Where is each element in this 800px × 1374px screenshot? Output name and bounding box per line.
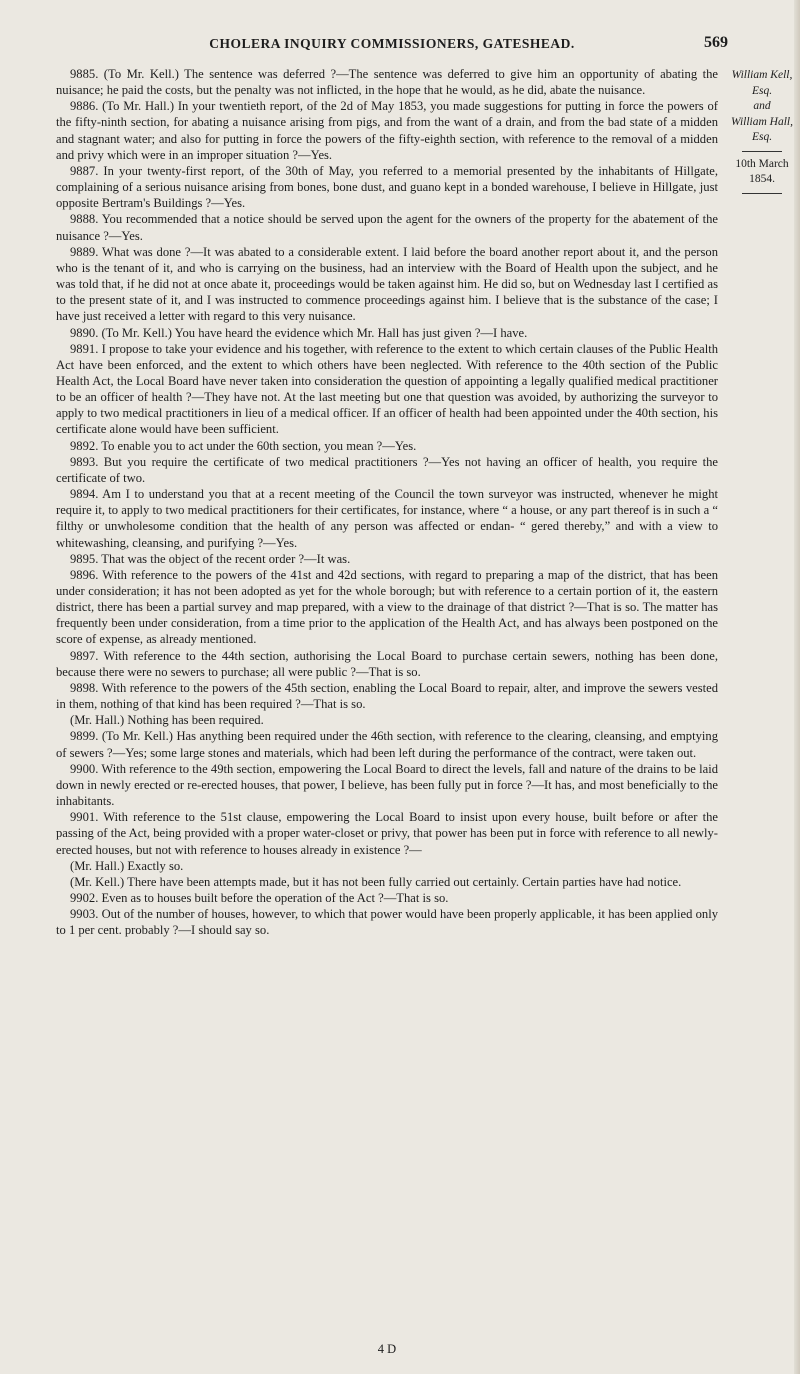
margin-conjunction: and <box>753 100 771 112</box>
paragraph: 9898. With reference to the powers of the 45th section, enabling the Local Board to repair, alter, and improve the sewers vested in them, nothing of that kind has been required ?—That is so. <box>56 680 718 712</box>
testimony-body <box>56 66 718 938</box>
page-number: 569 <box>704 34 728 51</box>
paragraph: 9903. Out of the number of houses, however, to which that power would have been properly applicable, it has been applied only to 1 per cent. probably ?—I should say so. <box>56 907 718 938</box>
paragraph: 9892. To enable you to act under the 60th section, you mean ?—Yes. <box>70 438 417 453</box>
paragraph: 9902. Even as to houses built before the operation of the Act ?—That is so. <box>70 890 449 905</box>
page-edge-shadow <box>794 0 800 1374</box>
paragraph: (Mr. Hall.) Nothing has been required. <box>70 713 264 728</box>
margin-witness-1: William Kell, Esq. <box>731 69 793 97</box>
margin-rule <box>742 151 782 152</box>
signature-mark: 4 D <box>377 1342 397 1356</box>
paragraph: 9893. But you require the certificate of two medical practitioners ?—Yes not having an officer of health, you require the certificate of two. <box>56 454 718 485</box>
page-header <box>56 36 728 58</box>
paragraph: 9887. In your twenty-first report, of the 30th of May, you referred to a memorial presented by the inhabitants of Hillgate, complaining of a serious nuisance arising from bones, bone dust, and guano kept in a bonded warehouse, I believe in Hillgate, just opposite Bertram's Buildings ?—Yes. <box>56 163 718 211</box>
paragraph: 9900. With reference to the 49th section, empowering the Local Board to direct the levels, fall and nature of the drains to be laid down in newly erected or re-erected houses, that power, I believe, has been fully put in force ?—It has, and most beneficially to the inhabitants. <box>56 761 718 809</box>
paragraph: 9901. With reference to the 51st clause, empowering the Local Board to insist upon every house, built before or after the passing of the Act, being provided with a proper water-closet or privy, that power has been put in force with reference to all newly-erected houses, but not with reference to houses already in existence ?— <box>56 810 718 857</box>
paragraph: 9894. Am I to understand you that at a recent meeting of the Council the town surveyor was instructed, whenever he might require it, to apply to two medical practitioners for their certificates, for instance, where “ a house, or any part thereof is in such a “ filthy or unwholesome condition that the health of any person was affected or endan- “ gered thereby,” and with a view to whitewashing, cleansing, and purifying ?—Yes. <box>56 487 718 550</box>
paragraph: 9888. You recommended that a notice should be served upon the agent for the owners of the property for the abatement of the nuisance ?—Yes. <box>56 212 718 243</box>
paragraph: 9897. With reference to the 44th section, authorising the Local Board to purchase certain sewers, nothing has been done, because there were no sewers to purchase; all were public ?—That is so. <box>56 648 718 679</box>
margin-date: 10th March 1854. <box>735 157 789 185</box>
paragraph: 9885. (To Mr. Kell.) The sentence was deferred ?—The sentence was deferred to give him an opportunity of abating the nuisance; he paid the costs, but the penalty was not inflicted, in the hope that he would, as he did, abate the nuisance. <box>56 67 718 98</box>
paragraph: 9890. (To Mr. Kell.) You have heard the evidence which Mr. Hall has just given ?—I have. <box>70 325 528 340</box>
margin-witness-2: William Hall, Esq. <box>731 115 793 143</box>
paragraph: (Mr. Hall.) Exactly so. <box>70 858 184 873</box>
paragraph: 9891. I propose to take your evidence and his together, with reference to the extent to which certain clauses of the Public Health Act have been enforced, and the extent to which others have been neglected. With reference to the 40th section of the Public Health Act, the Local Board have never taken into consideration the question of appointing a legally qualified medical practitioner to be an officer of health ?—They have not. At the last meeting but one that question was avoided, by authorizing the surveyor to apply to two medical practitioners in lieu of a medical officer. If an officer of health had been appointed under the 40th section, his certificate alone would have been sufficient. <box>56 341 718 437</box>
running-title: CHOLERA INQUIRY COMMISSIONERS, GATESHEAD. <box>209 36 575 51</box>
margin-note <box>724 68 800 199</box>
paragraph: 9895. That was the object of the recent order ?—It was. <box>70 551 351 566</box>
paragraph: 9896. With reference to the powers of the 41st and 42d sections, with regard to preparing a map of the district, that has been under consideration; it has not been adopted as yet for the whole borough; but with reference to a certain portion of it, the eastern district, there has been a partial survey and map prepared, with a view to the drainage of that district ?—That is so. The matter has frequently been under consideration, from a time prior to the application of the Health Act, and has always been postponed on the score of expense, as already mentioned. <box>56 567 718 647</box>
margin-rule-bottom <box>742 193 782 194</box>
paragraph: 9889. What was done ?—It was abated to a considerable extent. I laid before the board another report about it, and the person who is the tenant of it, and who is carrying on the business, had an interview with the Board of Health upon the subject, and he was told that, if he did not at once abate it, proceedings would be taken against him. He did so, but on Wednesday last I certified as to the present state of it, and I was instructed to commence proceedings against him. I believe that is the substance of the case; I have just received a letter with regard to this very nuisance. <box>56 244 718 324</box>
paragraph: (Mr. Kell.) There have been attempts made, but it has not been fully carried out certainly. Certain parties have had notice. <box>70 874 682 889</box>
paragraph: 9899. (To Mr. Kell.) Has anything been required under the 46th section, with reference to the clearing, cleansing, and emptying of sewers ?—Yes; some large stones and materials, which had been left during the performance of the contract, were taken out. <box>56 729 718 760</box>
paragraph: 9886. (To Mr. Hall.) In your twentieth report, of the 2d of May 1853, you made suggestions for putting in force the powers of the fifty-ninth section, for abating a nuisance arising from pigs, and from the want of a drain, and from the bad state of a midden and stagnant water; and also for putting in force the powers of the fifty-eighth section, with reference to the removal of a midden and privy which were in an improper situation ?—Yes. <box>56 99 718 162</box>
